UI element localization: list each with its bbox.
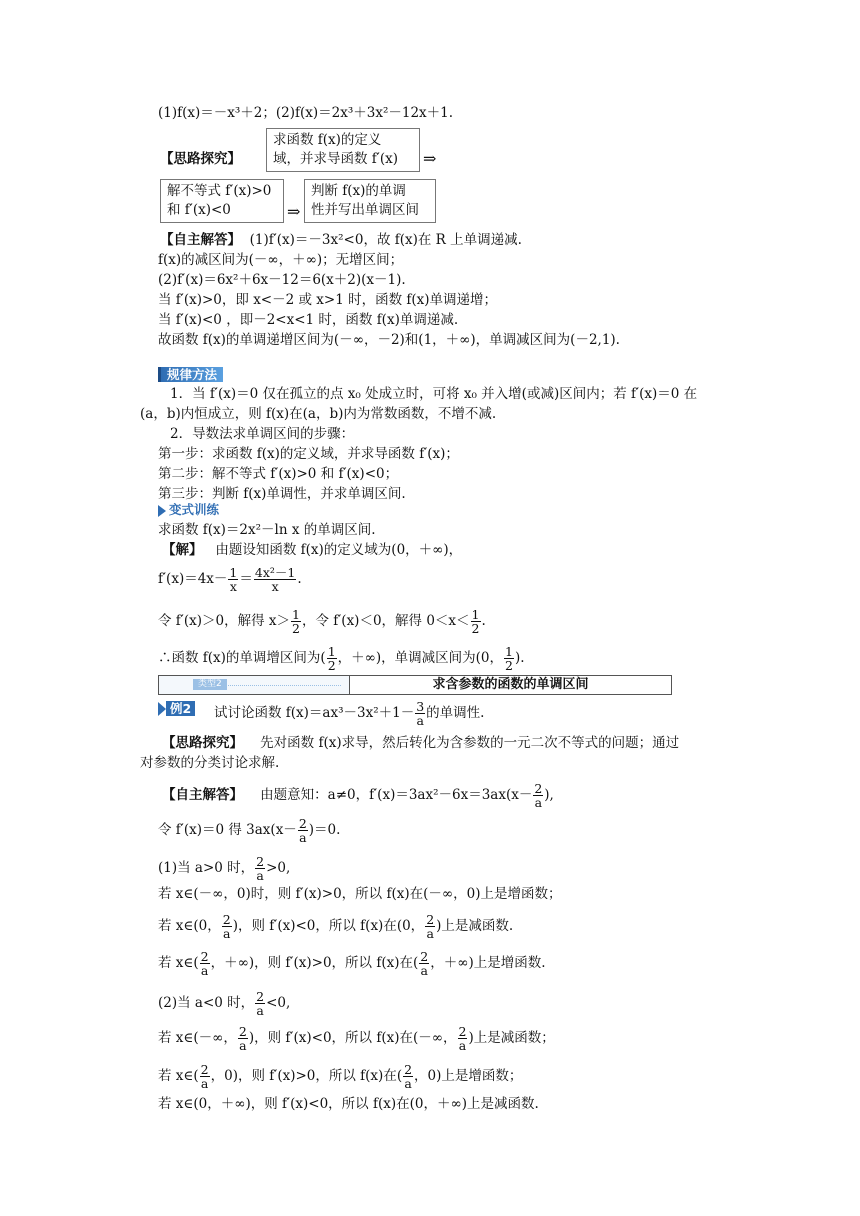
method-tag: 规律方法 — [158, 367, 223, 382]
triangle-icon — [158, 702, 166, 716]
triangle-icon — [158, 505, 166, 517]
fraction: $\frac{2}{a}$ — [238, 1024, 247, 1053]
case-2-header: (2)当 a<0 时， $\frac{2}{a}$ <0, — [158, 989, 291, 1018]
fraction: $\frac{2}{a}$ — [404, 1062, 413, 1091]
fraction: $\frac{1}{2}$ — [505, 644, 513, 673]
example-2-question: 试讨论函数 f(x)＝ax³－3x²＋1－ $\frac{3}{a}$ 的单调性. — [214, 699, 485, 728]
case-2-line2: 若 x∈( $\frac{2}{a}$ ，0)，则 f′(x)>0，所以 f(x)在( $\frac{2}{a}$ ，0)上是增函数； — [158, 1062, 523, 1091]
example-2-think-cont: 对参数的分类讨论求解. — [140, 755, 280, 771]
method-point1a: 1．当 f′(x)＝0 仅在孤立的点 x₀ 处成立时，可将 x₀ 并入增(或减)区间内；若 f′(x)＝0 在 — [170, 386, 698, 402]
fraction: $\frac{1}{2}$ — [471, 607, 480, 636]
think-label: 【思路探究】 — [162, 735, 243, 751]
variant-question: 求函数 f(x)＝2x²－ln x 的单调区间. — [158, 522, 376, 538]
fraction: $\frac{2}{a}$ — [458, 1024, 467, 1053]
flow-arrow-icon: ⇒ — [423, 149, 437, 168]
solution-1-line6: 故函数 f(x)的单调递增区间为(－∞，－2)和(1，＋∞)，单调减区间为(－2,1). — [158, 332, 620, 348]
variant-tag: 变式训练 — [158, 503, 219, 517]
fraction: $\frac{\text{4x²－1}}{x}$ — [254, 565, 296, 594]
case-1-line2: 若 x∈(0， $\frac{2}{a}$ )，则 f′(x)<0，所以 f(x)在(0， $\frac{2}{a}$ )上是减函数. — [158, 912, 514, 941]
method-step1: 第一步：求函数 f(x)的定义域，并求导函数 f′(x)； — [158, 446, 459, 462]
topic-title: 求含参数的函数的单调区间 — [432, 677, 589, 692]
method-step3: 第三步：判断 f(x)单调性，并求单调区间. — [158, 486, 406, 502]
topic-chip: 类型2 — [193, 679, 227, 690]
solution-1-line1: 【自主解答】 (1)f′(x)＝－3x²<0，故 f(x)在 R 上单调递减. — [160, 232, 522, 248]
think-label: 【思路探究】 — [160, 151, 241, 167]
case-1-line3: 若 x∈( $\frac{2}{a}$ ，＋∞)，则 f′(x)>0，所以 f(x)在( $\frac{2}{a}$ ，＋∞)上是增函数. — [158, 949, 546, 978]
variant-solution-line1: 【解】 由题设知函数 f(x)的定义域为(0，＋∞)， — [162, 542, 463, 558]
fraction: $\frac{2}{a}$ — [200, 1062, 209, 1091]
flow-arrow-icon: ⇒ — [287, 202, 301, 221]
flow-box-inequality-line2: 和 f′(x)<0 — [167, 202, 231, 218]
fraction: $\frac{2}{a}$ — [534, 781, 543, 810]
method-point2: 2．导数法求单调区间的步骤： — [170, 426, 355, 442]
fraction: $\frac{2}{a}$ — [256, 989, 265, 1018]
solution-1-line3: (2)f′(x)＝6x²＋6x－12＝6(x＋2)(x－1). — [158, 272, 406, 288]
flow-box-monotonic — [304, 179, 436, 223]
fraction: $\frac{2}{a}$ — [222, 912, 231, 941]
variant-solve-label: 【解】 — [162, 542, 203, 558]
case-1-line1: 若 x∈(－∞，0)时，则 f′(x)>0，所以 f(x)在(－∞，0)上是增函数； — [158, 886, 562, 902]
variant-conclusion: ∴函数 f(x)的单调增区间为( $\frac{1}{2}$ ，＋∞)，单调减区间为(0， $\frac{1}{2}$ ). — [158, 644, 525, 673]
method-step2: 第二步：解不等式 f′(x)>0 和 f′(x)<0； — [158, 466, 399, 482]
flow-box-monotonic-line2: 性并写出单调区间 — [311, 202, 419, 218]
variant-derivative: f′(x)＝4x－ $\frac{1}{x}$ ＝ $\frac{\text{4x²－1}}{x}$ . — [158, 565, 302, 594]
example-2-tag: 例2 — [158, 700, 195, 716]
problem-statement: (1)f(x)＝－x³＋2；(2)f(x)＝2x³＋3x²－12x＋1. — [158, 105, 454, 121]
method-point1b: (a，b)内恒成立，则 f(x)在(a，b)内为常数函数，不增不减. — [140, 406, 497, 422]
topic-bar — [158, 675, 672, 695]
variant-inequality: 令 f′(x)＞0，解得 x＞ $\frac{1}{2}$ ，令 f′(x)＜0，解得 0＜x＜ $\frac{1}{2}$ . — [158, 607, 486, 636]
flow-box-define-line1: 求函数 f(x)的定义 — [273, 132, 382, 148]
fraction: $\frac{3}{a}$ — [416, 699, 425, 728]
fraction: $\frac{2}{a}$ — [426, 912, 435, 941]
solve-label: 【自主解答】 — [160, 232, 241, 248]
flow-box-define-line2: 域，并求导函数 f′(x) — [273, 151, 399, 167]
flow-box-inequality-line1: 解不等式 f′(x)>0 — [167, 183, 272, 199]
fraction: $\frac{2}{a}$ — [256, 854, 265, 883]
solution-1-line2: f(x)的减区间为(－∞，＋∞)；无增区间； — [158, 252, 404, 268]
flow-box-monotonic-line1: 判断 f(x)的单调 — [311, 183, 406, 199]
fraction: $\frac{2}{a}$ — [298, 816, 307, 845]
solve-label: 【自主解答】 — [162, 787, 243, 803]
solution-1-line4: 当 f′(x)>0，即 x<－2 或 x>1 时，函数 f(x)单调递增； — [158, 292, 498, 308]
fraction: $\frac{1}{2}$ — [292, 607, 300, 636]
fraction: $\frac{1}{x}$ — [229, 565, 238, 594]
flow-box-inequality — [160, 179, 284, 223]
case-1-header: (1)当 a>0 时， $\frac{2}{a}$ >0, — [158, 854, 291, 883]
case-2-line1: 若 x∈(－∞， $\frac{2}{a}$ )，则 f′(x)<0，所以 f(x)在(－∞， $\frac{2}{a}$ )上是减函数； — [158, 1024, 555, 1053]
case-2-line3: 若 x∈(0，＋∞)，则 f′(x)<0，所以 f(x)在(0，＋∞)上是减函数. — [158, 1096, 539, 1112]
fraction: $\frac{2}{a}$ — [200, 949, 209, 978]
solution-1-line5: 当 f′(x)<0 ，即－2<x<1 时，函数 f(x)单调递减. — [158, 312, 459, 328]
example-2-solve-line1: 【自主解答】 由题意知：a≠0，f′(x)＝3ax²－6x＝3ax(x－ $\frac{2}{a}$ ), — [162, 781, 554, 810]
example-2-solve-line2: 令 f′(x)＝0 得 3ax(x－ $\frac{2}{a}$ )＝0. — [158, 816, 341, 845]
fraction: $\frac{2}{a}$ — [420, 949, 429, 978]
example-2-think: 【思路探究】 先对函数 f(x)求导，然后转化为含参数的一元二次不等式的问题；通过 — [162, 735, 680, 751]
flow-box-define — [266, 128, 420, 172]
fraction: $\frac{1}{2}$ — [327, 644, 336, 673]
